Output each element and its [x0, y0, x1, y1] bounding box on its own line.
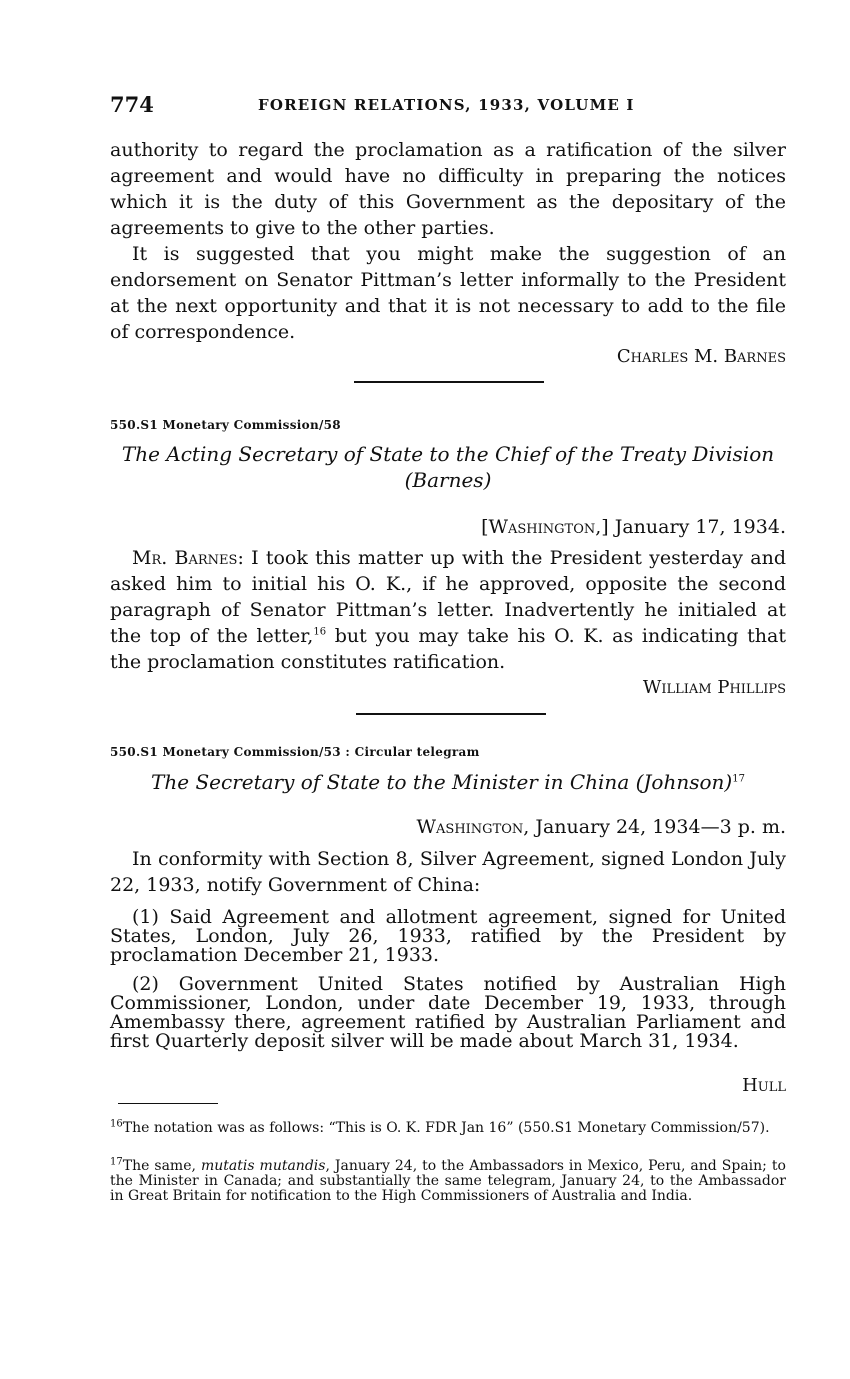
document-title-2	[110, 769, 786, 795]
dateline-2-date: , January 24, 1934—3 p. m.	[523, 816, 786, 838]
footnote-ref-17[interactable]: 17	[732, 773, 745, 785]
signature-hull: Hull	[742, 1075, 786, 1096]
footnote-ref-16[interactable]: 16	[313, 626, 327, 638]
dateline-1-date: January 17, 1934.	[614, 516, 786, 538]
continuation-paragraph-2: It is suggested that you might make the suggestion of an endorsement on Senator Pittman’s letter informally to the President at the next opportunity and that it is not necessary to add to the file of correspondence.	[110, 243, 786, 343]
footnote-17-text-a: The same,	[122, 1158, 201, 1174]
footnote-17-italic: mutatis mutandis	[200, 1158, 326, 1174]
memo-salutation: Mr. Barnes	[132, 547, 238, 569]
telegram-item-1: (1) Said Agreement and allotment agreement, signed for United States, London, July 26, 1933, ratified by the President by proclamation December 21, 1933.	[110, 906, 786, 966]
dateline-2	[417, 816, 786, 838]
footnote-17	[110, 1156, 786, 1204]
footnote-16	[110, 1118, 786, 1136]
section-divider	[356, 713, 546, 715]
section-divider	[354, 381, 544, 383]
page-header	[110, 92, 786, 122]
signature-barnes: Charles M. Barnes	[616, 346, 786, 367]
signature-phillips: William Phillips	[642, 677, 786, 698]
memo-body-part-1: : I took this matter up with the President yesterday and asked him to initial his O. K., if he approved, opposite the second paragraph of Senator Pittman’s letter. Inadvertently he initialed at the top of the letter,	[110, 547, 786, 647]
memo-body	[110, 545, 786, 675]
telegram-item-2: (2) Government United States notified by Australian High Commissioner, London, under date December 19, 1933, through Amembassy there, agreement ratified by Australian Parliament and first Quarterly deposit silver will be made about March 31, 1934.	[110, 973, 786, 1052]
footnote-divider	[118, 1103, 218, 1104]
footnote-16-text: The notation was as follows: “This is O. K. FDR Jan 16” (550.S1 Monetary Commission/57).	[122, 1120, 770, 1136]
dateline-2-place: Washington	[416, 816, 524, 838]
document-title-1	[110, 441, 786, 493]
file-reference-53: 550.S1 Monetary Commission/53 : Circular telegram	[110, 745, 480, 759]
document-title-2-text: The Secretary of State to the Minister in China (Johnson)	[151, 770, 733, 794]
memo-body-part-2: but you may take his O. K. as indicating that the proclamation constitutes ratification.	[110, 625, 786, 673]
footnote-17-mark: 17	[110, 1156, 123, 1168]
document-title-1-line-2: (Barnes)	[404, 468, 492, 492]
dateline-1-place: [Washington,]	[481, 516, 609, 538]
footnote-16-mark: 16	[110, 1118, 123, 1130]
page-number: 774	[110, 92, 154, 117]
continuation-paragraph-1: authority to regard the proclamation as a ratification of the silver agreement and would have no difficulty in preparing the notices which it is the duty of this Government as the depositary of the agreements to give to the other parties.	[110, 139, 786, 239]
running-title: FOREIGN RELATIONS, 1933, VOLUME I	[258, 96, 635, 114]
footnote-17-text-b: , January 24, to the Ambassadors in Mexico, Peru, and Spain; to the Minister in Canada; and substantially the same telegram, January 24, to the Ambassador in Great Britain for notification to the High Commissioners of Australia and India.	[110, 1158, 786, 1204]
document-title-1-line-1: The Acting Secretary of State to the Chief of the Treaty Division	[121, 442, 775, 466]
dateline-1	[481, 516, 786, 538]
telegram-intro: In conformity with Section 8, Silver Agreement, signed London July 22, 1933, notify Government of China:	[110, 848, 786, 896]
file-reference-58: 550.S1 Monetary Commission/58	[110, 418, 341, 432]
